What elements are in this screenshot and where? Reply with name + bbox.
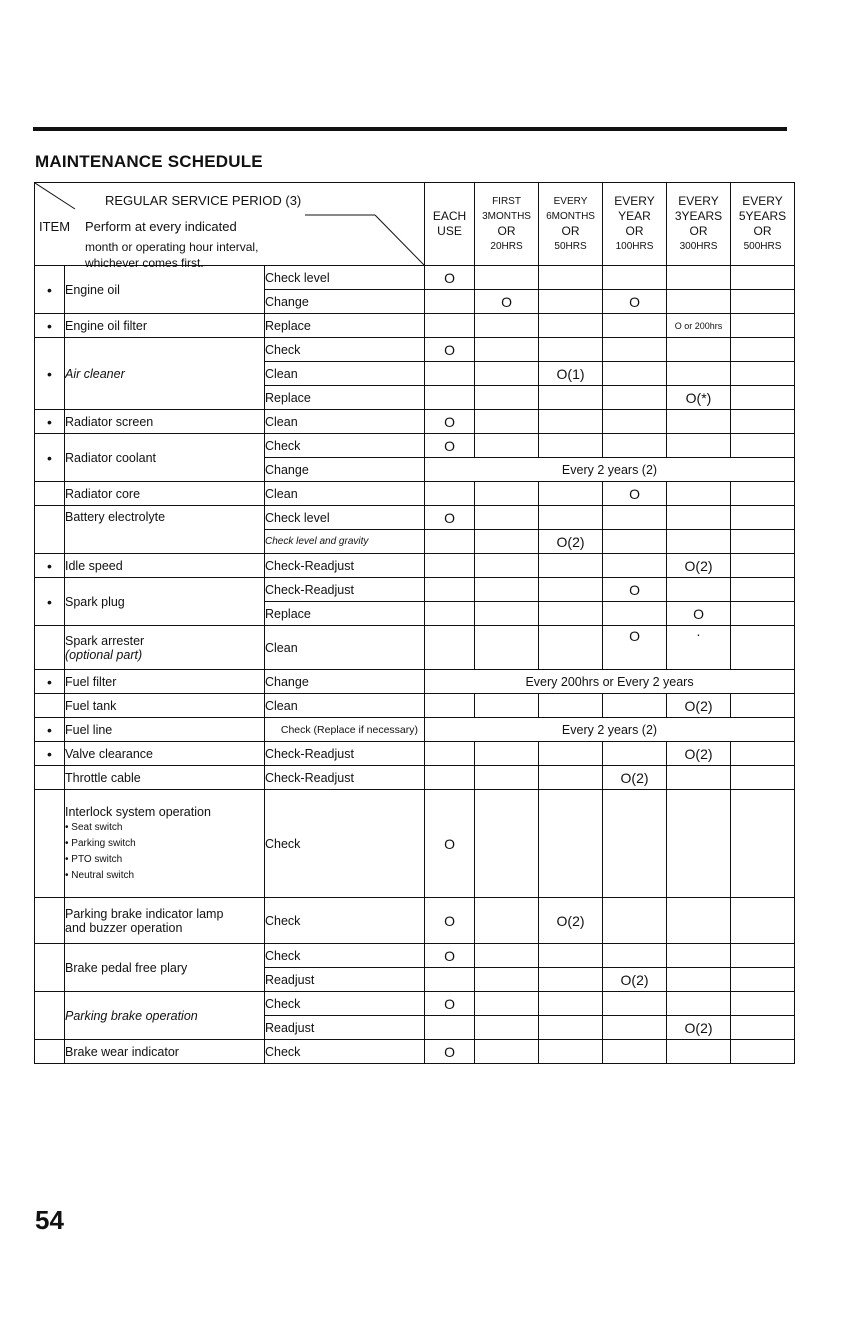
- mark: O: [425, 790, 475, 898]
- mark: O: [425, 1040, 475, 1064]
- item-brake-wear-indicator: Brake wear indicator: [65, 1040, 265, 1064]
- mark-or-200hrs: O or 200hrs: [667, 314, 731, 338]
- item-valve-clearance: Valve clearance: [65, 742, 265, 766]
- table-row: [35, 742, 795, 766]
- maintenance-schedule-table: [34, 182, 795, 1064]
- table-row: [35, 1040, 795, 1064]
- interlock-parking-switch: • Parking switch: [65, 837, 136, 849]
- table-row: [35, 626, 795, 670]
- critical-bullet: •: [35, 410, 65, 434]
- op-check: Check: [265, 790, 425, 898]
- span-every-2-years: Every 2 years (2): [425, 458, 795, 482]
- table-row: [35, 578, 795, 602]
- table-row: [35, 898, 795, 944]
- critical-bullet: •: [35, 670, 65, 694]
- header-instruction-3: whichever comes first.: [85, 256, 204, 270]
- item-fuel-filter: Fuel filter: [65, 670, 265, 694]
- critical-bullet: •: [35, 554, 65, 578]
- mark-ostar: O(*): [667, 386, 731, 410]
- mark: O: [667, 602, 731, 626]
- mark-o2: O(2): [667, 1016, 731, 1040]
- op-change: Change: [265, 290, 425, 314]
- op-clean: Clean: [265, 410, 425, 434]
- critical-bullet: •: [35, 718, 65, 742]
- mark: O: [425, 944, 475, 968]
- op-clean: Clean: [265, 694, 425, 718]
- item-fuel-line: Fuel line: [65, 718, 265, 742]
- op-check-readjust: Check-Readjust: [265, 554, 425, 578]
- header-corner: [35, 183, 425, 270]
- item-radiator-core: Radiator core: [65, 482, 265, 506]
- op-check: Check: [265, 898, 425, 944]
- item-battery-electrolyte: Battery electrolyte: [65, 506, 265, 554]
- op-readjust: Readjust: [265, 968, 425, 992]
- col-header-each-use: EACH USE: [425, 183, 475, 266]
- mark-o2: O(2): [539, 530, 603, 554]
- op-check: Check: [265, 1040, 425, 1064]
- mark: O: [475, 290, 539, 314]
- critical-bullet: •: [35, 742, 65, 766]
- item-radiator-coolant: Radiator coolant: [65, 434, 265, 482]
- op-check-level: Check level: [265, 506, 425, 530]
- table-row: [35, 554, 795, 578]
- item-parking-brake-indicator: Parking brake indicator lamp and buzzer operation: [65, 898, 265, 944]
- mark-o2: O(2): [603, 968, 667, 992]
- interlock-seat-switch: • Seat switch: [65, 821, 123, 833]
- top-rule: [33, 127, 787, 131]
- mark: O: [603, 578, 667, 602]
- op-check-replace-if-necessary: Check (Replace if necessary): [265, 718, 425, 742]
- op-check-readjust: Check-Readjust: [265, 742, 425, 766]
- col-header-every-6months: EVERY 6MONTHS OR 50HRS: [539, 183, 603, 266]
- op-check-level-and-gravity: Check level and gravity: [265, 530, 425, 554]
- col-header-first-3months: FIRST 3MONTHS OR 20HRS: [475, 183, 539, 266]
- op-check-readjust: Check-Readjust: [265, 766, 425, 790]
- item-interlock-system: Interlock system operation • Seat switch • Parking switch • PTO switch • Neutral switch: [65, 790, 265, 898]
- op-check: Check: [265, 338, 425, 362]
- page-number: 54: [35, 1205, 64, 1235]
- table-row: [35, 434, 795, 458]
- col-header-every-3years: EVERY 3YEARS OR 300HRS: [667, 183, 731, 266]
- table-row: [35, 482, 795, 506]
- item-parking-brake-operation: Parking brake operation: [65, 992, 265, 1040]
- item-engine-oil-filter: Engine oil filter: [65, 314, 265, 338]
- critical-bullet: •: [35, 434, 65, 482]
- mark-o2: O(2): [667, 554, 731, 578]
- mark-dot: ·: [667, 626, 731, 670]
- op-change: Change: [265, 458, 425, 482]
- table-row: [35, 992, 795, 1016]
- op-replace: Replace: [265, 602, 425, 626]
- col-header-every-year: EVERY YEAR OR 100HRS: [603, 183, 667, 266]
- mark: O: [603, 290, 667, 314]
- op-replace: Replace: [265, 314, 425, 338]
- item-spark-plug: Spark plug: [65, 578, 265, 626]
- table-row: [35, 694, 795, 718]
- mark: O: [425, 266, 475, 290]
- regular-service-period-label: REGULAR SERVICE PERIOD (3): [105, 193, 302, 208]
- op-clean: Clean: [265, 482, 425, 506]
- op-check: Check: [265, 944, 425, 968]
- mark-o2: O(2): [539, 898, 603, 944]
- item-spark-arrester: Spark arrester (optional part): [65, 626, 265, 670]
- page-title: MAINTENANCE SCHEDULE: [35, 152, 263, 171]
- mark: O: [603, 482, 667, 506]
- mark-o1: O(1): [539, 362, 603, 386]
- header-instruction-2: month or operating hour interval,: [85, 240, 259, 254]
- item-label: ITEM: [39, 219, 71, 234]
- header-instruction-1: Perform at every indicated: [85, 219, 237, 234]
- table-row: [35, 944, 795, 968]
- item-engine-oil: Engine oil: [65, 266, 265, 314]
- mark-o2: O(2): [667, 742, 731, 766]
- table-row: [35, 790, 795, 898]
- critical-bullet: •: [35, 266, 65, 314]
- op-change: Change: [265, 670, 425, 694]
- critical-bullet: •: [35, 338, 65, 410]
- mark: O: [603, 626, 667, 670]
- op-check-level: Check level: [265, 266, 425, 290]
- item-idle-speed: Idle speed: [65, 554, 265, 578]
- table-row: [35, 718, 795, 742]
- mark-o2: O(2): [667, 694, 731, 718]
- table-row: [35, 338, 795, 362]
- critical-bullet: •: [35, 314, 65, 338]
- table-row: [35, 506, 795, 530]
- mark: O: [425, 898, 475, 944]
- mark: O: [425, 992, 475, 1016]
- op-check: Check: [265, 992, 425, 1016]
- op-check-readjust: Check-Readjust: [265, 578, 425, 602]
- op-clean: Clean: [265, 626, 425, 670]
- item-air-cleaner: Air cleaner: [65, 338, 265, 410]
- span-every-200hrs: Every 200hrs or Every 2 years: [425, 670, 795, 694]
- op-replace: Replace: [265, 386, 425, 410]
- mark-o2: O(2): [603, 766, 667, 790]
- table-header-row: [35, 183, 795, 266]
- op-clean: Clean: [265, 362, 425, 386]
- item-brake-pedal: Brake pedal free plary: [65, 944, 265, 992]
- mark: O: [425, 410, 475, 434]
- op-readjust: Readjust: [265, 1016, 425, 1040]
- interlock-neutral-switch: • Neutral switch: [65, 869, 135, 881]
- span-every-2-years: Every 2 years (2): [425, 718, 795, 742]
- table-row: [35, 766, 795, 790]
- interlock-pto-switch: • PTO switch: [65, 853, 123, 865]
- op-check: Check: [265, 434, 425, 458]
- table-row: [35, 670, 795, 694]
- item-throttle-cable: Throttle cable: [65, 766, 265, 790]
- item-fuel-tank: Fuel tank: [65, 694, 265, 718]
- item-radiator-screen: Radiator screen: [65, 410, 265, 434]
- table-row: [35, 314, 795, 338]
- critical-bullet: •: [35, 578, 65, 626]
- mark: O: [425, 434, 475, 458]
- table-row: [35, 410, 795, 434]
- mark: O: [425, 338, 475, 362]
- mark: O: [425, 506, 475, 530]
- col-header-every-5years: EVERY 5YEARS OR 500HRS: [731, 183, 795, 266]
